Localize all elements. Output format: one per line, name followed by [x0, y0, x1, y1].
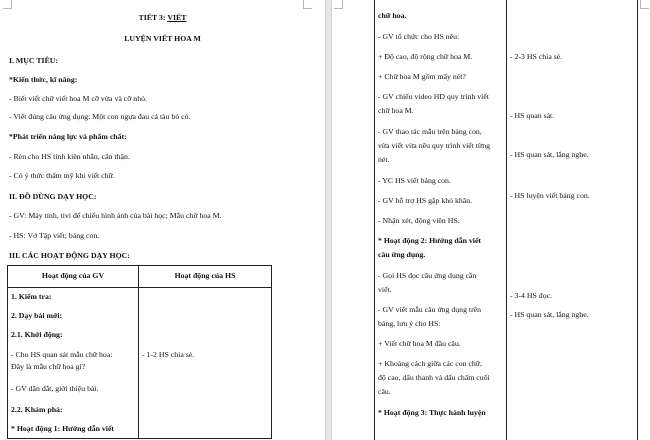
- lesson-title-prefix: TIẾT 3:: [138, 13, 168, 22]
- activities-table-continued: [374, 0, 638, 440]
- activities-table: [7, 265, 272, 439]
- table-row: - Gọi HS đọc câu ứng dụng cần: [378, 271, 477, 280]
- table-row: chữ hoa.: [378, 11, 407, 20]
- table-row: - GV chiếu video HD quy trình viết: [378, 92, 489, 101]
- development-item: - Rèn cho HS tính kiên nhẫn, cẩn thận.: [9, 152, 130, 161]
- page-corner-mark: [334, 0, 343, 9]
- table-row: - Nhận xét, động viên HS.: [378, 216, 460, 225]
- table-row-hs: - HS quan sát.: [510, 111, 555, 120]
- table-column-divider: [506, 0, 507, 440]
- table-row: 2.1. Khởi động:: [11, 330, 63, 339]
- table-row: - GV viết mẫu câu ứng dụng trên: [378, 305, 482, 314]
- table-row: - Cho HS quan sát mẫu chữ hoa:: [11, 350, 113, 359]
- table-header-gv: Hoạt động của GV: [41, 271, 105, 280]
- table-row-hs: - HS luyện viết bảng con.: [510, 191, 590, 200]
- table-row: 1. Kiểm tra:: [11, 292, 52, 301]
- table-row: - GV thao tác mẫu trên bảng con,: [378, 127, 482, 136]
- knowledge-item: - Viết đúng câu ứng dụng: Một con ngựa đau cả tàu bỏ cỏ.: [9, 112, 191, 121]
- table-row: * Hoạt động 2: Hướng dẫn viết: [378, 236, 482, 245]
- page-corner-mark: [303, 0, 312, 9]
- knowledge-heading: *Kiến thức, kĩ năng:: [9, 75, 78, 84]
- table-row: vừa viết vừa nêu quy trình viết từng: [378, 141, 491, 150]
- table-row: câu.: [378, 387, 391, 396]
- page-corner-mark: [640, 0, 649, 9]
- equipment-item: - HS: Vở Tập viết; bảng con.: [9, 231, 100, 240]
- table-row: 2.2. Khám phá:: [11, 405, 63, 414]
- lesson-subtitle: LUYỆN VIẾT HOA M: [124, 34, 201, 43]
- document-page-right: [332, 0, 650, 440]
- table-row: viết.: [378, 285, 392, 294]
- table-row-hs: - 3-4 HS đọc.: [510, 291, 553, 300]
- table-row: câu ứng dụng.: [378, 250, 426, 259]
- section-heading-equipment: II. ĐỒ DÙNG DẠY HỌC:: [9, 192, 97, 201]
- table-row-hs: - HS quan sát, lắng nghe.: [510, 310, 589, 319]
- table-row: nét.: [378, 155, 390, 164]
- lesson-title: [0, 13, 325, 23]
- section-heading-activities: III. CÁC HOẠT ĐỘNG DẠY HỌC:: [9, 251, 130, 260]
- table-row-hs: - 1-2 HS chia sẻ.: [142, 350, 195, 359]
- table-row: - YC HS viết bảng con.: [378, 176, 451, 185]
- table-row: 2. Dạy bài mới:: [11, 311, 63, 320]
- table-row: chữ hoa M.: [378, 106, 414, 115]
- knowledge-item: - Biết viết chữ viết hoa M cỡ vừa và cỡ nhỏ.: [9, 94, 147, 103]
- table-row: * Hoạt động 3: Thực hành luyện: [378, 408, 486, 417]
- table-row: + Chữ hoa M gồm mấy nét?: [378, 72, 466, 81]
- section-heading-objectives: I. MỤC TIÊU:: [9, 56, 59, 65]
- table-column-divider: [138, 266, 139, 438]
- lesson-title-subject: VIẾT: [167, 13, 187, 22]
- table-row: - GV tổ chức cho HS nêu:: [378, 32, 460, 41]
- table-header-hs: Hoạt động của HS: [174, 271, 236, 280]
- table-row: * Hoạt động 1: Hướng dẫn viết: [11, 424, 115, 433]
- table-row: + Khoảng cách giữa các con chữ,: [378, 359, 482, 368]
- page-corner-mark: [3, 0, 12, 9]
- table-row: + Độ cao, độ rộng chữ hoa M.: [378, 52, 473, 61]
- table-row-hs: - 2-3 HS chia sẻ.: [510, 52, 563, 61]
- table-row: - GV dẫn dắt, giới thiệu bài.: [11, 384, 99, 393]
- table-row-hs: - HS quan sát, lắng nghe.: [510, 150, 589, 159]
- equipment-item: - GV: Máy tính, tivi để chiếu hình ảnh của bài học; Mẫu chữ hoa M.: [9, 211, 222, 220]
- table-header-divider: [8, 287, 271, 288]
- development-heading: *Phát triển năng lực và phẩm chất:: [9, 132, 127, 141]
- table-row: Đây là mẫu chữ hoa gì?: [11, 362, 86, 371]
- table-row: độ cao, dấu thanh và dấu chấm cuối: [378, 373, 490, 382]
- table-row: bảng, lưu ý cho HS:: [378, 319, 441, 328]
- table-row: - GV hỗ trợ HS gặp khó khăn.: [378, 196, 473, 205]
- development-item: - Có ý thức thẩm mỹ khi viết chữ.: [9, 171, 115, 180]
- table-row: + Viết chữ hoa M đầu câu.: [378, 339, 461, 348]
